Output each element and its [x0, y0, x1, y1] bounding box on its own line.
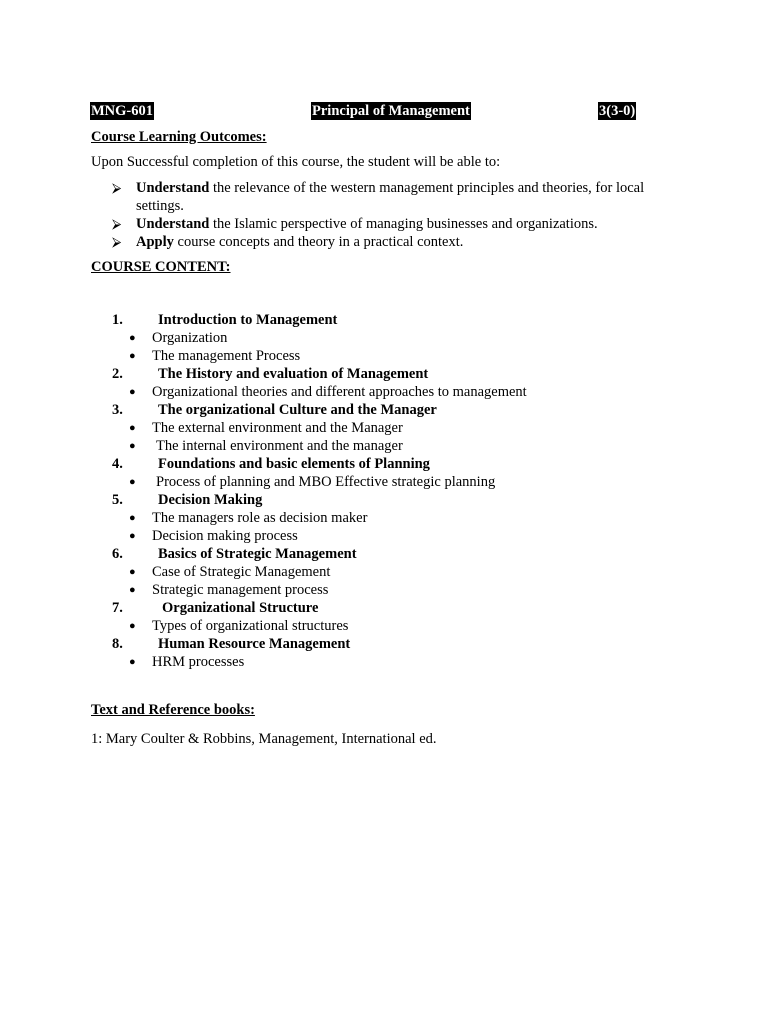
subtopic-text: Organization	[152, 330, 228, 346]
topic-title: Basics of Strategic Management	[158, 546, 357, 562]
dot-bullet-icon: ●	[129, 350, 136, 362]
dot-bullet-icon: ●	[129, 422, 136, 434]
topic-number: 5.	[112, 492, 123, 508]
dot-bullet-icon: ●	[129, 620, 136, 632]
outcome-text: course concepts and theory in a practical context.	[173, 234, 464, 250]
dot-bullet-icon: ●	[129, 566, 136, 578]
course-content-heading: COURSE CONTENT:	[91, 259, 231, 275]
outcomes-list	[112, 179, 682, 251]
outcome-text: the Islamic perspective of managing businesses and organizations.	[209, 216, 598, 232]
arrowhead-bullet-icon: ⮚	[112, 180, 122, 195]
outcome-text: the relevance of the western management principles and theories, for local settings.	[136, 180, 645, 214]
dot-bullet-icon: ●	[129, 476, 136, 488]
course-header	[0, 102, 768, 122]
dot-bullet-icon: ●	[129, 332, 136, 344]
outcome-verb: Apply	[136, 234, 174, 250]
course-credits: 3(3-0)	[599, 103, 636, 119]
dot-bullet-icon: ●	[129, 656, 136, 668]
subtopic-text: Strategic management process	[152, 582, 329, 598]
topic-number: 4.	[112, 456, 123, 472]
outcomes-heading: Course Learning Outcomes:	[91, 129, 267, 145]
outcome-item	[112, 215, 682, 233]
reference-item: 1: Mary Coulter & Robbins, Management, International ed.	[91, 731, 437, 747]
outcome-verb: Understand	[136, 180, 210, 196]
topic-title: Foundations and basic elements of Planning	[158, 456, 430, 472]
topic-number: 6.	[112, 546, 123, 562]
subtopic-text: HRM processes	[152, 654, 245, 670]
topic-title: Organizational Structure	[162, 600, 319, 616]
topic-number: 8.	[112, 636, 123, 652]
dot-bullet-icon: ●	[129, 530, 136, 542]
dot-bullet-icon: ●	[129, 440, 136, 452]
topic-number: 7.	[112, 600, 123, 616]
subtopic-text: The management Process	[152, 348, 301, 364]
dot-bullet-icon: ●	[129, 386, 136, 398]
topic-number: 1.	[112, 312, 123, 328]
subtopic-text: Case of Strategic Management	[152, 564, 331, 580]
references-heading: Text and Reference books:	[91, 702, 255, 718]
dot-bullet-icon: ●	[129, 584, 136, 596]
subtopic-text: Process of planning and MBO Effective strategic planning	[156, 474, 496, 490]
outcome-verb: Understand	[136, 216, 210, 232]
topic-number: 2.	[112, 366, 123, 382]
arrowhead-bullet-icon: ⮚	[112, 216, 122, 231]
topic-title: Human Resource Management	[158, 636, 351, 652]
course-title: Principal of Management	[312, 103, 470, 119]
course-code: MNG-601	[91, 103, 154, 119]
topic-title: Decision Making	[158, 492, 263, 508]
subtopic-text: The external environment and the Manager	[152, 420, 403, 436]
topic-title: The History and evaluation of Management	[158, 366, 429, 382]
subtopic-text: Types of organizational structures	[152, 618, 349, 634]
dot-bullet-icon: ●	[129, 512, 136, 524]
topic-title: The organizational Culture and the Manager	[158, 402, 437, 418]
subtopic-text: Organizational theories and different approaches to management	[152, 384, 527, 400]
outcome-item	[112, 233, 682, 251]
subtopic-text: The internal environment and the manager	[156, 438, 403, 454]
subtopic-text: The managers role as decision maker	[152, 510, 368, 526]
topic-title: Introduction to Management	[158, 312, 338, 328]
outcome-item	[112, 179, 682, 215]
subtopic-text: Decision making process	[152, 528, 298, 544]
outcomes-intro: Upon Successful completion of this course, the student will be able to:	[91, 154, 501, 170]
arrowhead-bullet-icon: ⮚	[112, 234, 122, 249]
topic-number: 3.	[112, 402, 123, 418]
